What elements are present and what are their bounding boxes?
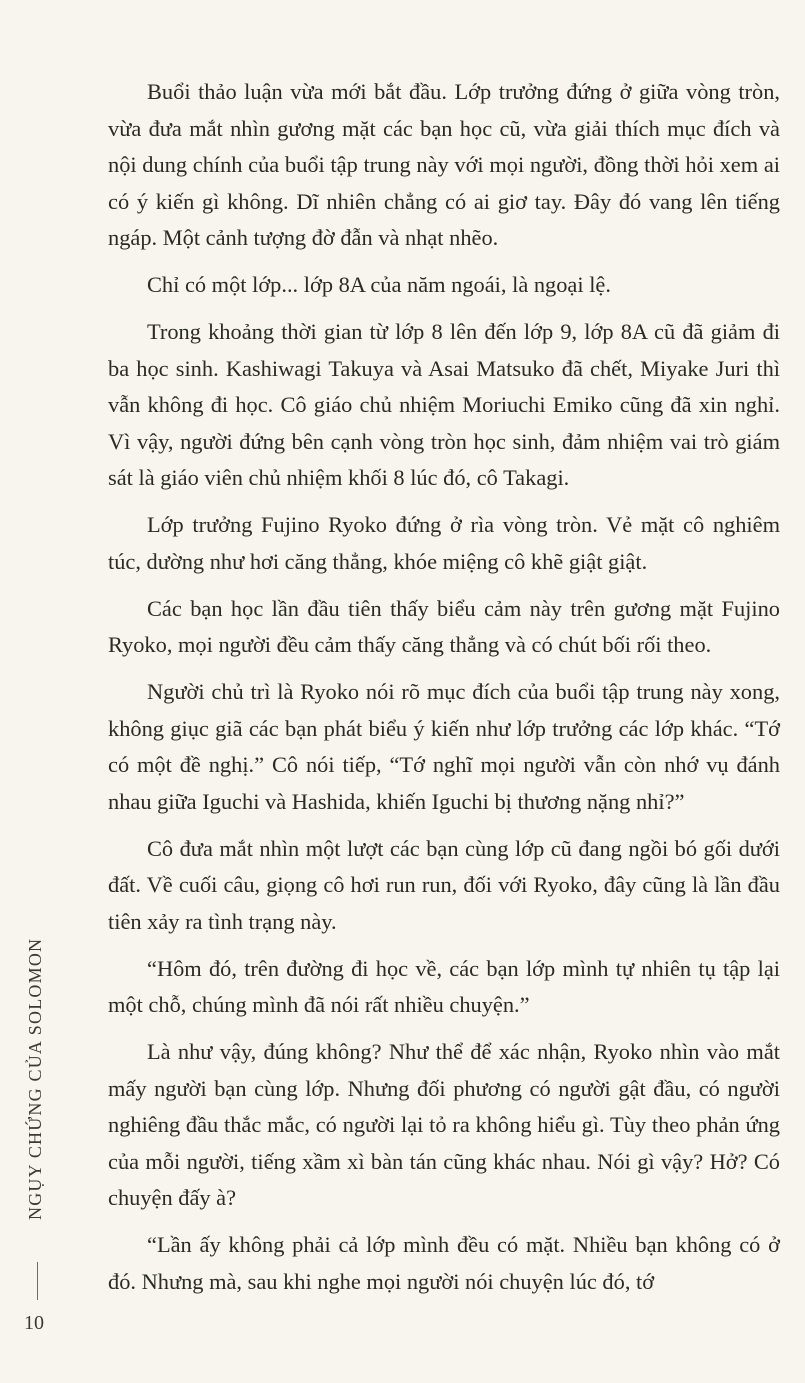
paragraph: Lớp trưởng Fujino Ryoko đứng ở rìa vòng tròn. Vẻ mặt cô nghiêm túc, dường như hơi căng thẳng, khóe miệng cô khẽ giật giật. xyxy=(108,512,780,574)
paragraph: Trong khoảng thời gian từ lớp 8 lên đến lớp 9, lớp 8A cũ đã giảm đi ba học sinh. Kashiwagi Takuya và Asai Matsuko đã chết, Miyake Juri thì vẫn không đi học. Cô giáo chủ nhiệm Moriuchi Emiko cũng đã xin nghỉ. Vì vậy, người đứng bên cạnh vòng tròn học sinh, đảm nhiệm vai trò giám sát là giáo viên chủ nhiệm khối 8 lúc đó, cô Takagi. xyxy=(108,319,780,490)
paragraph: Là như vậy, đúng không? Như thể để xác nhận, Ryoko nhìn vào mắt mấy người bạn cùng lớp. Nhưng đối phương có người gật đầu, có người nghiêng đầu thắc mắc, có người lại tỏ ra không hiểu gì. Tùy theo phản ứng của mỗi người, tiếng xầm xì bàn tán cũng khác nhau. Nói gì vậy? Hở? Có chuyện đấy à? xyxy=(108,1039,780,1210)
paragraph: “Lần ấy không phải cả lớp mình đều có mặt. Nhiều bạn không có ở đó. Nhưng mà, sau khi nghe mọi người nói chuyện lúc đó, tớ xyxy=(108,1232,780,1294)
paragraph: Chỉ có một lớp... lớp 8A của năm ngoái, là ngoại lệ. xyxy=(147,272,611,297)
margin-divider xyxy=(37,1262,38,1300)
running-title: NGỤY CHỨNG CỦA SOLOMON xyxy=(25,937,45,1220)
paragraph: “Hôm đó, trên đường đi học về, các bạn lớp mình tự nhiên tụ tập lại một chỗ, chúng mình đã nói rất nhiều chuyện.” xyxy=(108,955,780,1017)
paragraph: Các bạn học lần đầu tiên thấy biểu cảm này trên gương mặt Fujino Ryoko, mọi người đều cảm thấy căng thẳng và có chút bối rối theo. xyxy=(108,595,780,657)
paragraph: Buổi thảo luận vừa mới bắt đầu. Lớp trưởng đứng ở giữa vòng tròn, vừa đưa mắt nhìn gương mặt các bạn học cũ, vừa giải thích mục đích và nội dung chính của buổi tập trung này với mọi người, đồng thời hỏi xem ai có ý kiến gì không. Dĩ nhiên chẳng có ai giơ tay. Đây đó vang lên tiếng ngáp. Một cảnh tượng đờ đẫn và nhạt nhẽo. xyxy=(108,79,780,250)
body-text xyxy=(108,74,780,1311)
paragraph: Cô đưa mắt nhìn một lượt các bạn cùng lớp cũ đang ngồi bó gối dưới đất. Về cuối câu, giọng cô hơi run run, đối với Ryoko, đây cũng là lần đầu tiên xảy ra tình trạng này. xyxy=(108,835,780,934)
paragraph: Người chủ trì là Ryoko nói rõ mục đích của buổi tập trung này xong, không giục giã các bạn phát biểu ý kiến như lớp trưởng các lớp khác. “Tớ có một đề nghị.” Cô nói tiếp, “Tớ nghĩ mọi người vẫn còn nhớ vụ đánh nhau giữa Iguchi và Hashida, khiến Iguchi bị thương nặng nhỉ?” xyxy=(108,679,780,814)
page-number: 10 xyxy=(24,1312,44,1334)
